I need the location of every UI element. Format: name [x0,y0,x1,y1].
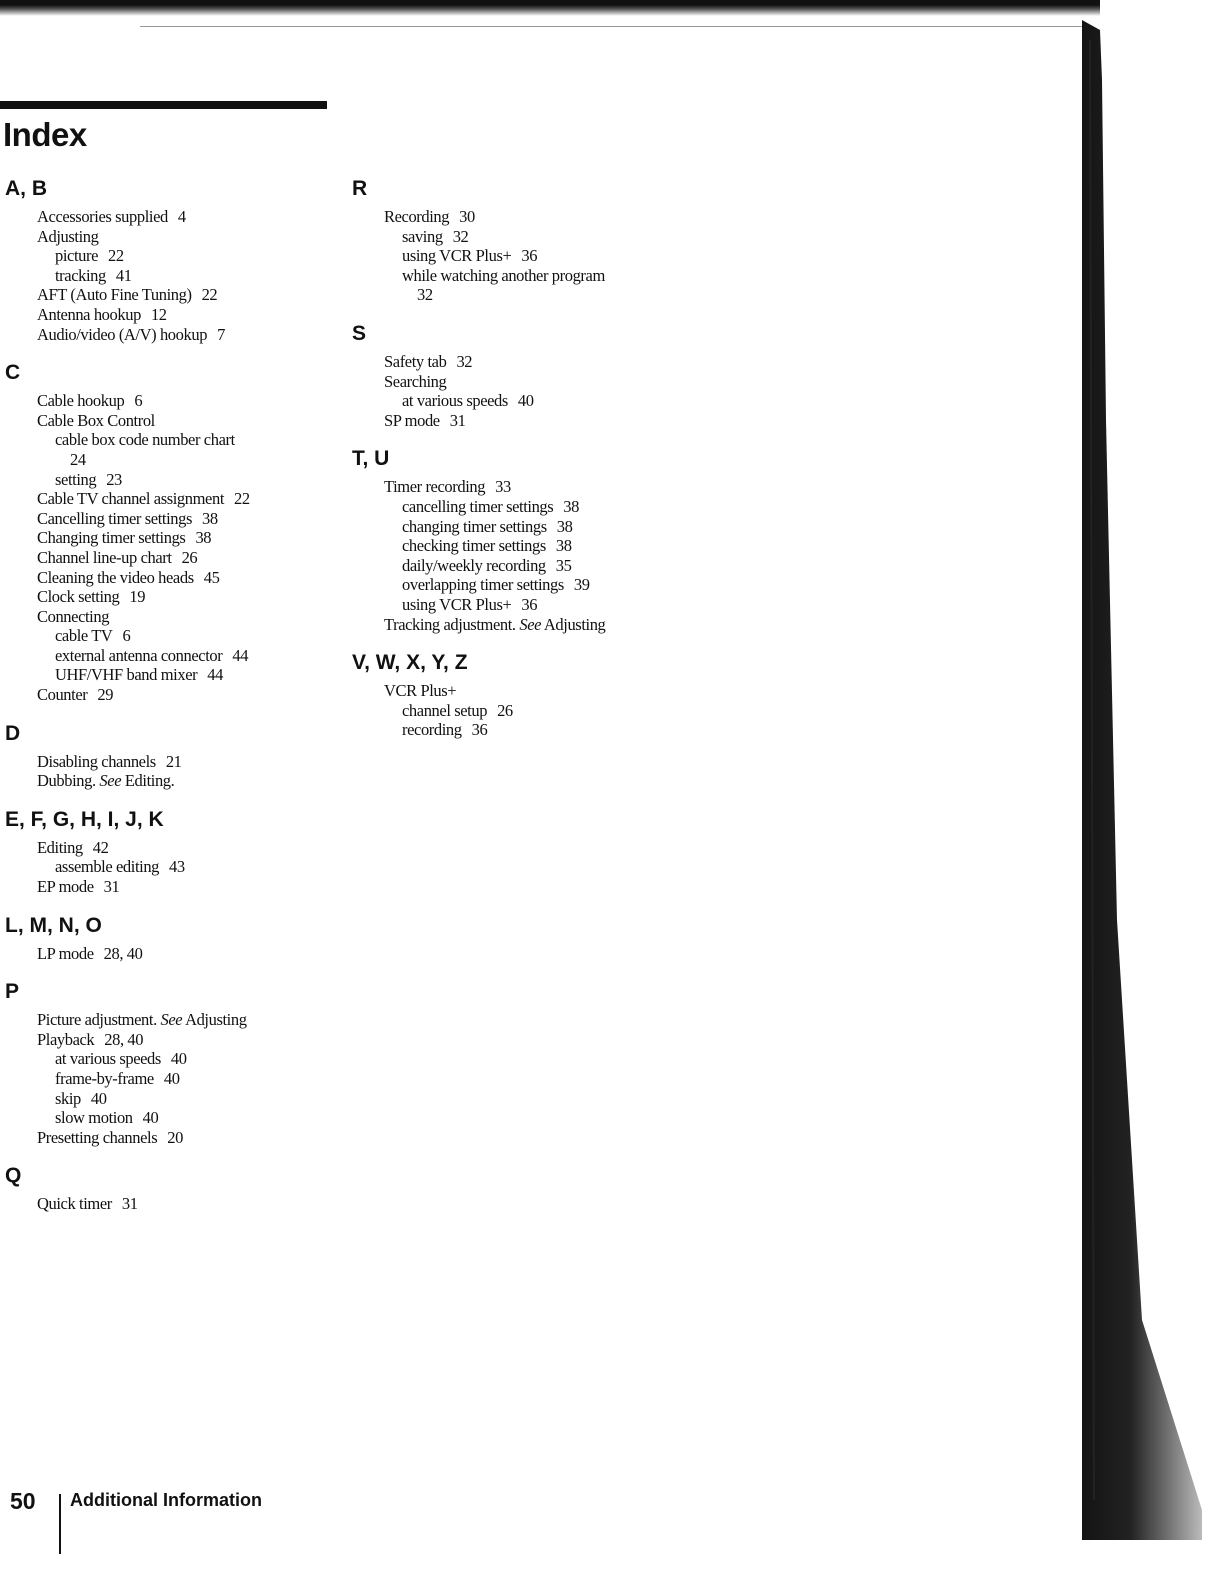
index-subentry [5,470,335,490]
entry-term: Counter [37,685,88,705]
index-subentry [5,1049,335,1069]
see-reference-label: See [99,771,122,791]
index-subentry [5,1108,335,1128]
index-entry [5,587,335,607]
entry-term: cable TV [55,626,113,646]
index-subentry [352,595,682,615]
entry-term: Quick timer [37,1194,112,1214]
index-entry-list [352,207,682,305]
index-entry-list [5,391,335,705]
entry-term: skip [55,1088,81,1108]
footer-section-title: Additional Information [70,1490,262,1510]
index-subentry [352,556,682,576]
index-section [352,650,682,740]
index-section [5,721,335,791]
entry-term: assemble editing [55,857,160,877]
index-entry [5,1194,335,1214]
entry-term: using VCR Plus+ [402,246,512,266]
entry-term: cable box code number chart [55,430,235,450]
index-column-left [5,176,335,1230]
index-column-right [352,176,682,756]
index-subentry [352,391,682,411]
section-heading: D [5,721,21,745]
index-entry [352,477,682,497]
index-entry [5,838,335,858]
page-number: 28, 40 [103,943,143,963]
entry-term: checking timer settings [402,536,546,556]
page-number: 20 [167,1127,183,1147]
entry-term: EP mode [37,877,94,897]
index-subentry [352,720,682,740]
entry-term: Disabling channels [37,751,156,771]
page-number: 40 [90,1088,107,1108]
index-entry [352,372,682,392]
index-subentry [352,517,682,537]
index-section [352,446,682,634]
section-heading: C [5,361,21,385]
page-number: 33 [495,477,511,497]
index-subentry [352,701,682,721]
header-rule [0,101,327,109]
index-entry [5,685,335,705]
index-entry [5,877,335,897]
index-entry-list [352,477,682,634]
entry-term: slow motion [55,1108,133,1128]
see-reference-target: Adjusting [185,1010,247,1030]
page-number: 24 [70,449,86,469]
index-entry [5,528,335,548]
page-number: 31 [103,877,120,897]
index-section [5,807,335,897]
index-entry [352,411,682,431]
entry-term: UHF/VHF band mixer [55,665,198,685]
page-number: 22 [108,246,124,266]
entry-term: recording [402,720,462,740]
entry-term: saving [402,226,443,246]
page-number: 43 [169,857,185,877]
page-number: 22 [201,285,218,305]
index-entry-list [5,752,335,791]
page-number: 12 [150,304,167,324]
index-subentry [5,646,335,666]
entry-term: Cancelling timer settings [37,508,192,528]
page-number: 36 [521,594,538,614]
entry-term: daily/weekly recording [402,555,546,575]
entry-term: Changing timer settings [37,528,186,548]
page-number: 30 [459,207,475,226]
page-number: 32 [452,226,469,246]
index-entry-list [5,1194,335,1214]
entry-term: SP mode [384,410,440,430]
index-entry-list [352,681,682,740]
entry-term: setting [55,469,97,489]
index-entry [5,568,335,588]
page-number: 22 [234,489,250,509]
see-reference-target: Editing. [124,771,175,791]
section-heading: V, W, X, Y, Z [352,651,468,675]
page-number: 45 [203,567,220,587]
index-entry [352,352,682,372]
see-reference-target: Adjusting [543,614,606,634]
index-subentry [352,575,682,595]
entry-term: overlapping timer settings [402,575,564,595]
index-section [5,176,335,344]
entry-term: Dubbing. [37,771,96,791]
page-number: 29 [97,685,114,705]
index-entry-list [5,1010,335,1147]
index-entry [5,227,335,247]
entry-term: Searching [384,371,447,391]
index-subentry [5,246,335,266]
page-number: 23 [106,469,122,489]
page-number: 38 [556,516,573,536]
entry-term: Cable TV channel assignment [37,489,225,509]
entry-term: Playback [37,1029,95,1049]
entry-term: at various speeds [55,1049,161,1069]
entry-term: AFT (Auto Fine Tuning) [37,285,192,305]
scan-top-line [140,26,1090,27]
section-heading: L, M, N, O [5,913,102,937]
entry-term: Antenna hookup [37,304,141,324]
page-number: 26 [497,700,513,720]
page-number: 6 [134,391,143,411]
index-subentry [352,227,682,247]
entry-term: LP mode [37,943,94,963]
index-subentry [5,1069,335,1089]
index-entry [5,325,335,345]
index-entry [5,771,335,791]
index-entry [5,548,335,568]
entry-term: channel setup [402,700,488,720]
index-entry [5,285,335,305]
index-subentry [5,626,335,646]
index-entry [5,1128,335,1148]
index-entry [5,1010,335,1030]
page-number: 44 [232,645,249,665]
page-number: 38 [195,528,212,548]
index-entry [5,607,335,627]
page-number: 32 [417,285,433,305]
index-subentry [5,857,335,877]
entry-term: external antenna connector [55,645,223,665]
index-entry-list [5,944,335,964]
entry-term: Cleaning the video heads [37,567,194,587]
index-subentry [5,665,335,685]
index-entry [5,411,335,431]
scan-top-edge [0,0,1100,16]
index-entry [5,1030,335,1050]
entry-term: Tracking adjustment. [384,614,516,634]
page-number: 38 [563,496,579,516]
entry-term: frame-by-frame [55,1069,154,1088]
page-number: 19 [129,587,146,607]
index-entry [352,207,682,227]
page-number: 38 [201,508,218,528]
index-subentry [352,266,682,305]
entry-term: picture [55,246,99,266]
entry-term: Safety tab [384,351,447,371]
index-entry [5,509,335,529]
entry-term: Clock setting [37,587,120,607]
index-subentry [352,246,682,266]
index-entry [352,681,682,701]
section-heading: T, U [352,447,390,471]
index-entry-list [5,207,335,344]
footer-rule [59,1494,61,1554]
page-number: 36 [521,246,538,266]
section-heading: E, F, G, H, I, J, K [5,807,164,831]
page-number: 32 [456,351,473,371]
index-entry [5,305,335,325]
entry-term: Channel line-up chart [37,547,172,567]
page-number: 35 [555,555,572,575]
index-section [5,979,335,1147]
page-number: 6 [122,626,131,646]
index-section [5,1163,335,1214]
scan-binding-shadow [1082,20,1230,1583]
entry-term: tracking [55,265,106,285]
page-number: 39 [573,575,590,595]
entry-term: Cable hookup [37,391,125,411]
index-subentry [352,497,682,517]
footer-page-number: 50 [10,1488,36,1514]
section-heading: S [352,321,367,345]
index-section [352,176,682,305]
section-heading: A, B [5,177,47,200]
index-section [5,360,335,705]
entry-term: at various speeds [402,391,508,411]
index-subentry [5,1089,335,1109]
index-section [352,321,682,430]
page-number: 26 [181,547,198,567]
page-title: Index [3,116,87,153]
page-number: 31 [449,410,466,430]
see-reference-label: See [519,614,542,634]
page-number: 44 [207,665,223,685]
entry-term: VCR Plus+ [384,681,457,701]
entry-term: changing timer settings [402,516,547,536]
see-reference-label: See [160,1010,183,1030]
entry-term: Timer recording [384,477,486,497]
page-number: 40 [517,391,534,411]
index-section [5,913,335,964]
index-entry [5,752,335,772]
entry-term: Recording [384,207,450,226]
page-number: 28, 40 [104,1029,144,1049]
entry-term: Editing [37,837,83,857]
page-number: 42 [92,837,109,857]
section-heading: Q [5,1164,22,1188]
index-entry [5,944,335,964]
entry-term: Cable Box Control [37,410,155,430]
index-entry [5,489,335,509]
page-number: 21 [165,751,182,771]
section-heading: R [352,177,368,200]
index-entry [5,207,335,227]
index-entry-list [352,352,682,430]
entry-term: Picture adjustment. [37,1010,157,1030]
index-subentry [352,536,682,556]
page-number: 41 [115,265,132,285]
entry-term: using VCR Plus+ [402,594,512,614]
entry-term: cancelling timer settings [402,496,554,516]
index-subentry [5,430,335,469]
section-heading: P [5,980,20,1004]
index-subentry [5,266,335,286]
page-number: 40 [170,1049,187,1069]
index-entry-list [5,838,335,897]
index-entry [352,615,682,635]
entry-term: while watching another program [402,265,605,285]
entry-term: Audio/video (A/V) hookup [37,324,208,344]
entry-term: Presetting channels [37,1127,158,1147]
page-number: 40 [142,1108,159,1128]
page-number: 7 [217,324,225,344]
index-entry [5,391,335,411]
page-number: 36 [471,720,488,740]
page-number: 40 [163,1069,180,1088]
page-number: 38 [555,536,572,556]
entry-term: Accessories supplied [37,207,168,226]
page-number: 31 [121,1194,138,1214]
page-number: 4 [177,207,186,226]
entry-term: Adjusting [37,226,99,246]
entry-term: Connecting [37,606,110,626]
